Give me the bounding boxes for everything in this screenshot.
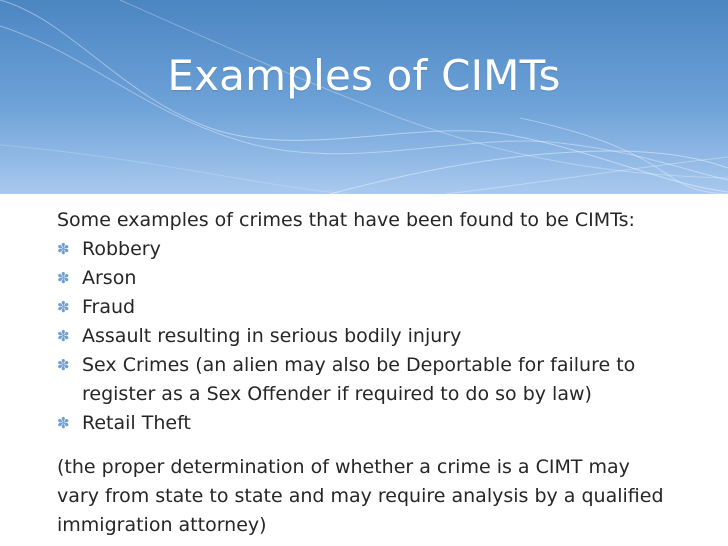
slide-body: [57, 206, 697, 540]
asterisk-bullet-icon: ✽: [57, 414, 70, 432]
list-item-label: Assault resulting in serious bodily injury: [82, 325, 462, 347]
list-item-fraud: [57, 293, 697, 322]
title-banner: [0, 0, 728, 194]
list-item-label: Arson: [82, 267, 137, 289]
asterisk-bullet-icon: ✽: [57, 269, 70, 287]
list-item-robbery: [57, 235, 697, 264]
asterisk-bullet-icon: ✽: [57, 240, 70, 258]
list-item-label: Retail Theft: [82, 412, 191, 434]
list-item-label: Robbery: [82, 238, 161, 260]
slide-title: Examples of CIMTs: [167, 51, 561, 100]
list-item-sex-crimes: [57, 351, 662, 409]
list-item-arson: [57, 264, 697, 293]
legal-note: (the proper determination of whether a crime is a CIMT may vary from state to state and may require analysis by a qualified immigration attorney): [57, 456, 664, 536]
list-item-label: Sex Crimes (an alien may also be Deportable for failure to register as a Sex Offender if required to do so by law): [82, 354, 636, 405]
list-item-label: Fraud: [82, 296, 136, 318]
list-item-assault: [57, 322, 697, 351]
crime-list: [57, 235, 697, 438]
list-item-retail-theft: [57, 409, 697, 438]
asterisk-bullet-icon: ✽: [57, 356, 70, 374]
intro-text: Some examples of crimes that have been found to be CIMTs:: [57, 209, 635, 231]
asterisk-bullet-icon: ✽: [57, 327, 70, 345]
asterisk-bullet-icon: ✽: [57, 298, 70, 316]
paragraph-spacer: [57, 438, 697, 453]
